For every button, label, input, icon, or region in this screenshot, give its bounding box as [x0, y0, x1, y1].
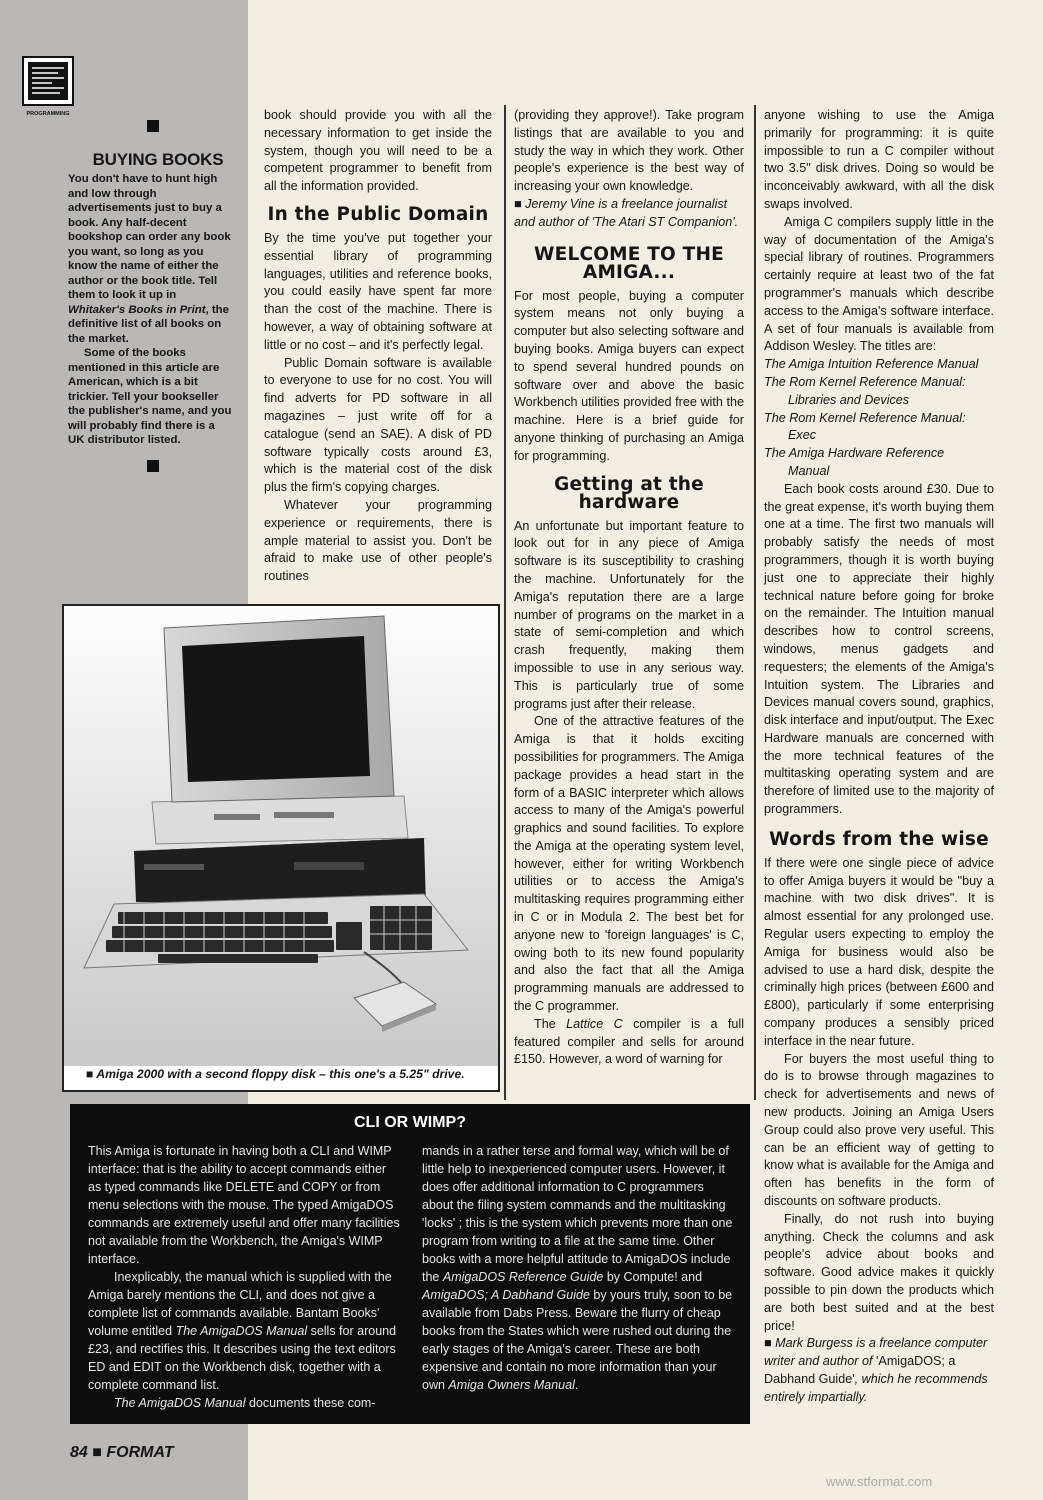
col1-intro: book should provide you with all the necessary information to get inside the system, though you will need to be a competent programmer to benefit from all the information provided.	[264, 108, 492, 194]
sidebar-paragraph: Some of the books mentioned in this article are American, which is a bit trickier. Tell your bookseller the publisher's name, and you will probably find there is a UK distributor listed.	[68, 347, 232, 446]
col3-byline-text: , which he recommends entirely impartially.	[764, 1371, 988, 1404]
col2-text: compiler is a full featured compiler and sells for around £150. However, a word of warning for	[514, 1016, 745, 1067]
manual-subtitle: Exec	[788, 428, 816, 443]
page-number: 84	[70, 1444, 88, 1461]
col2-text: The	[534, 1016, 567, 1031]
manual-title: The Amiga Hardware Reference	[764, 446, 945, 461]
cli-book-title: AmigaDOS; A Dabhand Guide	[422, 1288, 590, 1302]
col3-byline: ■ Mark Burgess is a freelance computer writer and author of 'AmigaDOS; a Dabhand Guide', which he recommends entirely impartially.	[764, 1336, 988, 1404]
col3-byline-text: Mark Burgess is a freelance computer writer and author of	[764, 1336, 988, 1369]
cli-text: Inexplicably, the manual which is supplied with the Amiga barely mentions the CLI, and does not give a complete list of commands available. Bantam Books' volume entitled	[88, 1270, 392, 1338]
manual-title: The Rom Kernel Reference Manual:	[764, 374, 966, 389]
manual-title: The Amiga Intuition Reference Manual	[764, 357, 979, 372]
cli-text: by Compute! and	[603, 1270, 703, 1284]
page-footer: 84 ■ FORMAT	[70, 1444, 174, 1461]
col3-paragraph: anyone wishing to use the Amiga primarily for programming: it is quite impossible to run a C compiler without two 3.5" disk drives. Doing so would be inconceivably awkward, with all the disk swaps involved.	[764, 108, 994, 211]
sidebar-text: , the definitive list of all books on the market.	[68, 303, 229, 345]
col3-paragraph: Each book costs around £30. Due to the great expense, it's worth buying them one at a time. The first two manuals will probably satisfy the needs of most programmers, though it is worth buying just one to appreciate their highly technical nature before going for broke on the remainder. The Intuition manual describes how to control screens, windows, menus gadgets and requesters; the elements of the Amiga's Intuition system. The Libraries and Devices manual covers sound, graphics, disk interface and input/output. The Exec Hardware manuals are concerned with the more technical features of the multitasking operating system and are therefore of limited use to the majority of programmers.	[764, 481, 994, 817]
cli-book-title: Amiga Owners Manual	[448, 1378, 575, 1392]
cli-or-wimp-box	[70, 1104, 750, 1424]
manual-subtitle: Libraries and Devices	[788, 392, 910, 407]
logo-label: PROGRAMMING	[26, 111, 70, 117]
manual-subtitle: Manual	[788, 463, 830, 478]
col1-paragraph: Whatever your programming experience or requirements, there is ample material to assist you. Don't be afraid to make use of other people's routines	[264, 497, 492, 584]
cli-text: sells for around £23, and rectifies this. It describes using the text editors ED and EDIT on the Workbench disk, together with a complete command list.	[88, 1324, 397, 1392]
cli-text: .	[574, 1378, 579, 1392]
sidebar-heading: BUYING BOOKS	[92, 150, 224, 169]
column-1	[264, 107, 492, 586]
source-url: www.stformat.com	[826, 1474, 933, 1489]
col2-product-name: Lattice C	[566, 1016, 623, 1031]
cli-text: by yours truly, soon to be available from Dabs Press. Beware the flurry of cheap books from the States which were rushed out during the early stages of the Amiga's career. These are both expensive and contain no more information than your own	[422, 1288, 733, 1392]
cli-book-title: The AmigaDOS Manual	[175, 1324, 308, 1338]
col1-heading: In the Public Domain	[267, 203, 489, 225]
cli-paragraph	[422, 1142, 738, 1394]
col2-byline: ■ Jeremy Vine is a freelance journalist and author of 'The Atari ST Companion'.	[514, 196, 739, 229]
column-rule	[504, 105, 506, 1100]
sidebar-bullet-bottom	[147, 460, 159, 472]
cli-book-title: The AmigaDOS Manual	[114, 1396, 246, 1410]
manual-title: The Rom Kernel Reference Manual:	[764, 410, 966, 425]
col3-paragraph: Finally, do not rush into buying anything. Check the columns and ask people's advice about books and software. Good advice makes it quickly possible to pin down the products which are both best suited and at the best price!	[764, 1211, 994, 1333]
cli-paragraph: This Amiga is fortunate in having both a CLI and WIMP interface: that is the ability to accept commands either as typed commands like DELETE and COPY or from menu selections with the mouse. The typed AmigaDOS commands are extremely useful and offer many facilities not available from the Workbench, the Amiga's WIMP interface.	[88, 1144, 400, 1266]
sidebar-bullet-top	[147, 120, 159, 132]
cli-box-right-column	[422, 1142, 738, 1394]
col3-paragraph: If there were one single piece of advice to offer Amiga buyers it would be "buy a machine with two disk drives". It is almost essential for any prolonged use. Regular users expecting to employ the Amiga for business would also be advised to use a hard disk, despite the criminally high prices (between £600 and £800), particularly if some enterprising company produces a sensibly priced interface in the near future.	[764, 855, 994, 1048]
column-2	[514, 107, 744, 1069]
cli-book-title: AmigaDOS Reference Guide	[442, 1270, 604, 1284]
col2-paragraph: An unfortunate but important feature to look out for in any piece of Amiga software is its susceptibility to crashing the machine. Unfortunately for the Amiga's reputation there are a large number of programs on the market in a state of semi-completion and which crash frequently, making them impossible to use in any serious way. This is particularly true of some programs just after their release.	[514, 518, 744, 711]
col2-heading: WELCOME TO THE AMIGA...	[534, 243, 724, 283]
cli-paragraph	[88, 1268, 402, 1394]
programming-logo	[22, 56, 74, 118]
col3-paragraph: For buyers the most useful thing to do is to browse through magazines to check for advertisements and news of new products. Joining an Amiga Users Group could also prove very useful. This can be an efficient way of getting to know what is available for the Amiga and often has benefits in the form of discounts on software products.	[764, 1051, 994, 1209]
sidebar-paragraph	[68, 172, 232, 346]
column-rule	[754, 105, 756, 1100]
cli-text: documents these com-	[245, 1396, 376, 1410]
col3-paragraph: Amiga C compilers supply little in the way of documentation of the Amiga's special library of routines. Programmers certainly require at least two of the fat programmer's manuals which describe access to the Amiga's software interface. A set of four manuals is available from Addison Wesley. The titles are:	[764, 214, 994, 354]
column-3	[764, 107, 994, 1407]
sidebar-body	[68, 172, 232, 448]
cli-text: mands in a rather terse and formal way, which will be of little help to inexperienced computer users. However, it does offer additional information to C programmers about the filing system commands and the multitasking 'locks' ; this is the system which prevents more than one program from writing to a file at the same time. Other books with a more helpful attitude to AmigaDOS include the	[422, 1144, 733, 1284]
photo-caption-text: Amiga 2000 with a second floppy disk – this one's a 5.25" drive.	[96, 1067, 465, 1081]
col3-heading: Words from the wise	[769, 828, 989, 850]
cli-box-left-column	[88, 1142, 402, 1412]
col2-heading2: Getting at the hardware	[554, 473, 704, 513]
col2-paragraph: One of the attractive features of the Amiga is that it holds exciting possibilities for programmers. The Amiga package provides a head start in the form of a BASIC interpreter which allows access to many of the Amiga's powerful graphics and sound facilities. To explore the Amiga at the operating system level, however, either for writing Workbench utilities or to access the Amiga's multitasking requires programming either in C or in Modula 2. The best bet for anyone new to 'foreign languages' is C, owing both to its new found popularity and also the fact that all the Amiga programming manuals are addressed to the C programmer.	[514, 714, 744, 1014]
col1-paragraph: By the time you've put together your essential library of programming languages, utilities and reference books, you could easily have spent far more than the cost of the machine. There is however, a way of obtaining software at little or no cost – and it's perfectly legal.	[264, 230, 492, 352]
col3-byline-book: 'AmigaDOS; a Dabhand Guide'	[764, 1354, 956, 1386]
amiga-photo-frame	[62, 604, 500, 1092]
cli-paragraph	[88, 1394, 402, 1412]
col2-intro: (providing they approve!). Take program listings that are available to you and study the way in which they work. Other people's experience is the best way of increasing your own knowledge.	[514, 108, 744, 194]
sidebar-book-title: Whitaker's Books in Print	[68, 303, 206, 316]
photo-caption: ■ Amiga 2000 with a second floppy disk – this one's a 5.25" drive.	[86, 1067, 465, 1081]
col2-paragraph: For most people, buying a computer system means not only buying a computer but also selecting software and buying books. Amiga buyers can expect to spend several hundred pounds on software over and above the basic Workbench utilities provided free with the machine. Here is a brief guide for anyone thinking of purchasing an Amiga for programming.	[514, 288, 744, 463]
amiga-2000-photo	[64, 606, 498, 1066]
sidebar-text: You don't have to hunt high and low through advertisements just to buy a book. Any half-decent bookshop can order any book you want, so long as you know the name of either the author or the book title. Tell them to look it up in	[68, 173, 231, 301]
cli-box-title: CLI OR WIMP?	[354, 1114, 466, 1131]
magazine-name: FORMAT	[106, 1444, 174, 1461]
col1-paragraph: Public Domain software is available to everyone to use for no cost. You will find adverts for PD software in all magazines – just write off for a catalogue (send an SAE). A disk of PD software typically costs around £3, which is the material cost of the disk plus the firm's copying charges.	[264, 355, 492, 495]
col2-byline-text: Jeremy Vine is a freelance journalist and author of 'The Atari ST Companion'.	[514, 196, 739, 229]
col2-paragraph	[514, 1016, 744, 1069]
